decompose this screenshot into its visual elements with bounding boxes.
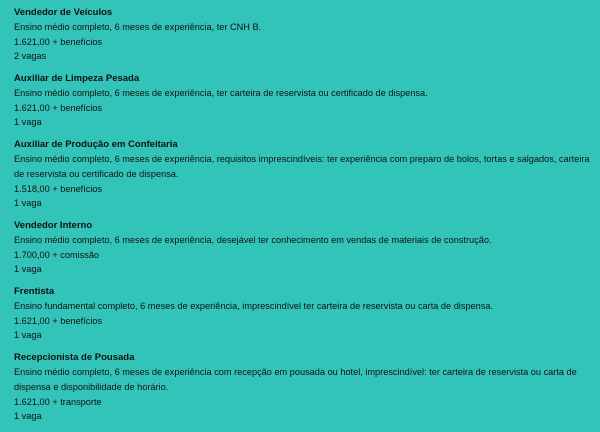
- job-salary: 1.621,00 + benefícios: [14, 316, 103, 326]
- job-title: Vendedor Interno: [14, 220, 93, 231]
- job-vacancies: 2 vagas: [14, 51, 47, 61]
- job-salary: 1.700,00 + comissão: [14, 250, 100, 260]
- job-listings: [14, 6, 592, 432]
- job-listing: [14, 72, 592, 129]
- job-vacancies: 1 vaga: [14, 198, 42, 208]
- job-title: Recepcionista de Pousada: [14, 352, 135, 363]
- job-salary: 1.621,00 + benefícios: [14, 103, 103, 113]
- job-requirements: Ensino médio completo, 6 meses de experiência, ter CNH B.: [14, 22, 262, 32]
- job-listing: [14, 138, 592, 210]
- job-title: Auxiliar de Limpeza Pesada: [14, 73, 140, 84]
- job-requirements: Ensino médio completo, 6 meses de experiência com recepção em pousada ou hotel, imprescindível: ter carteira de reservista ou carta de dispensa e disponibilidade de horário.: [14, 367, 577, 392]
- job-vacancies: 1 vaga: [14, 411, 42, 421]
- job-title: Vendedor de Veículos: [14, 7, 113, 18]
- job-salary: 1.621,00 + benefícios: [14, 37, 103, 47]
- job-title: Frentista: [14, 286, 55, 297]
- job-listing: [14, 219, 592, 276]
- job-vacancies: 1 vaga: [14, 264, 42, 274]
- job-title: Auxiliar de Produção em Confeitaria: [14, 139, 178, 150]
- job-listing: [14, 285, 592, 342]
- job-requirements: Ensino médio completo, 6 meses de experiência, ter carteira de reservista ou certificado de dispensa.: [14, 88, 428, 98]
- job-listing: [14, 6, 592, 63]
- job-salary: 1.621,00 + transporte: [14, 397, 102, 407]
- job-requirements: Ensino médio completo, 6 meses de experiência, desejável ter conhecimento em vendas de materiais de construção.: [14, 235, 492, 245]
- job-vacancies: 1 vaga: [14, 117, 42, 127]
- job-requirements: Ensino fundamental completo, 6 meses de experiência, imprescindível ter carteira de reservista ou carta de dispensa.: [14, 301, 494, 311]
- job-requirements: Ensino médio completo, 6 meses de experiência, requisitos imprescindíveis: ter experiência com preparo de bolos, tortas e salgados, carteira de reservista ou certificado de dispensa.: [14, 154, 590, 179]
- job-salary: 1.518,00 + benefícios: [14, 184, 103, 194]
- job-vacancies: 1 vaga: [14, 330, 42, 340]
- job-listing: [14, 351, 592, 423]
